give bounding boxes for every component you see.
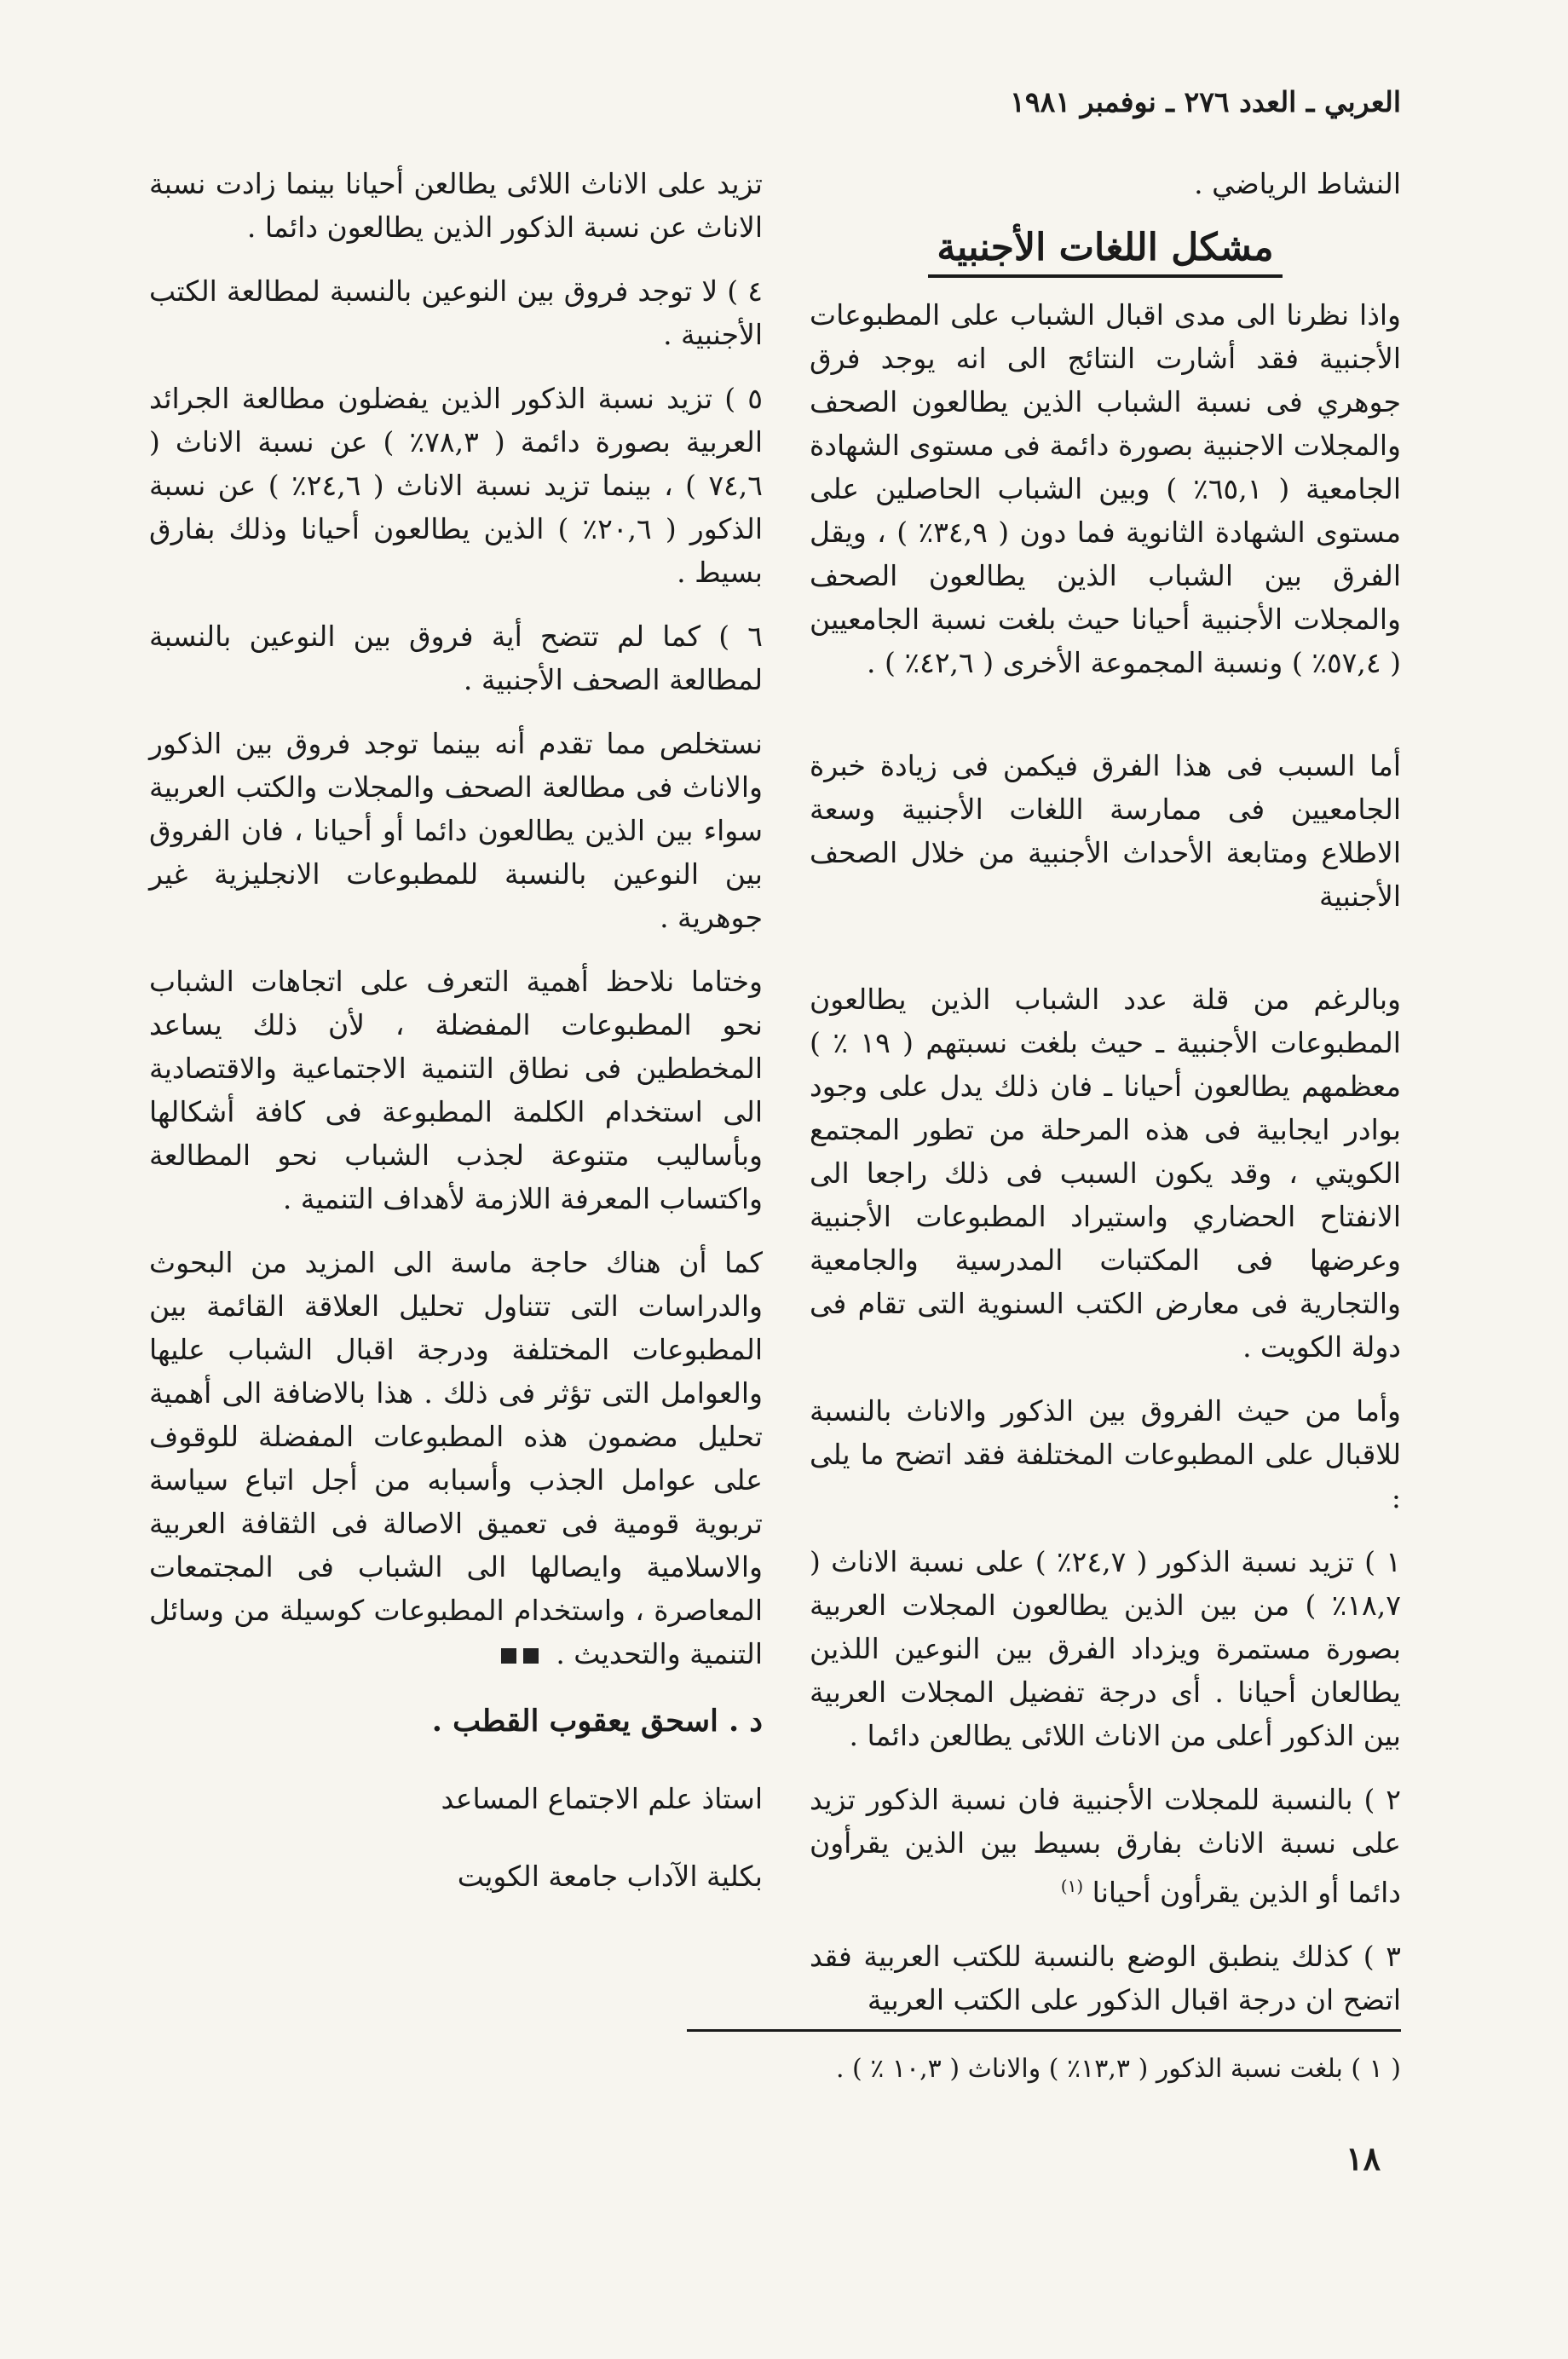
paragraph-text: كما أن هناك حاجة ماسة الى المزيد من البحوث والدراسات التى تتناول تحليل العلاقة القائمة بين المطبوعات المختلفة ودرجة اقبال الشباب عليها والعوامل التى تؤثر فى ذلك . هذا بالاضافة الى أهمية تحليل مضمون هذه المطبوعات المفضلة للوقوف على عوامل الجذب وأسبابه من أجل اتباع سياسة تربوية قومية فى تعميق الاصالة فى الثقافة العربية والاسلامية وايصالها الى الشباب فى المجتمعات المعاصرة ، واستخدام المطبوعات كوسيلة من وسائل التنمية والتحديث .	[149, 1246, 763, 1670]
paragraph-text: ٢ ) بالنسبة للمجلات الأجنبية فان نسبة الذكور تزيد على نسبة الاناث بفارق بسيط بين الذين يقرأون دائما أو الذين يقرأون أحيانا	[810, 1783, 1401, 1909]
paragraph: أما السبب فى هذا الفرق فيكمن فى زيادة خبرة الجامعيين فى ممارسة اللغات الأجنبية وسعة الاطلاع ومتابعة الأحداث الأجنبية من خلال الصحف الأجنبية	[810, 749, 1401, 913]
paragraph: ٤ ) لا توجد فروق بين النوعين بالنسبة لمطالعة الكتب الأجنبية .	[149, 274, 763, 351]
paragraph	[149, 1241, 763, 1676]
paragraph: وختاما نلاحظ أهمية التعرف على اتجاهات الشباب نحو المطبوعات المفضلة ، لأن ذلك يساعد المخططين فى نطاق التنمية الاجتماعية والاقتصادية الى استخدام الكلمة المطبوعة فى كافة أشكالها وبأساليب متنوعة لجذب الشباب نحو المطالعة واكتساب المعرفة اللازمة لأهداف التنمية .	[149, 965, 763, 1215]
left-column	[149, 162, 763, 1932]
page-number: ١٨	[1346, 2139, 1381, 2177]
intro-line: النشاط الرياضي .	[1194, 167, 1401, 200]
paragraph: واذا نظرنا الى مدى اقبال الشباب على المطبوعات الأجنبية فقد أشارت النتائج الى انه يوجد فرق جوهري فى نسبة الشباب الذين يطالعون الصحف والمجلات الاجنبية بصورة دائمة فى مستوى الشهادة الجامعية ( ٦٥,١٪ ) وبين الشباب الحاصلين على مستوى الشهادة الثانوية فما دون ( ٣٤,٩٪ ) ، ويقل الفرق بين الشباب الذين يطالعون الصحف والمجلات الأجنبية أحيانا حيث بلغت نسبة الجامعيين ( ٥٧,٤٪ ) ونسبة المجموعة الأخرى ( ٤٢,٦٪ ) .	[810, 298, 1402, 679]
paragraph: وبالرغم من قلة عدد الشباب الذين يطالعون المطبوعات الأجنبية ـ حيث بلغت نسبتهم ( ١٩ ٪ ) معظمهم يطالعون أحيانا ـ فان ذلك يدل على وجود بوادر ايجابية فى هذه المرحلة من تطور المجتمع الكويتي ، وقد يكون السبب فى ذلك راجعا الى الانفتاح الحضاري واستيراد المطبوعات الأجنبية وعرضها فى المكتبات المدرسية والجامعية والتجارية فى معارض الكتب السنوية التى تقام فى دولة الكويت .	[810, 983, 1401, 1364]
running-header: العربي ـ العدد ٢٧٦ ـ نوفمبر ١٩٨١	[1010, 85, 1401, 118]
footnote-reference[interactable]: (١)	[1060, 1876, 1084, 1896]
section-heading-text: مشكل اللغات الأجنبية	[928, 226, 1282, 278]
author-block	[149, 1699, 763, 1898]
paragraph: وأما من حيث الفروق بين الذكور والاناث بالنسبة للاقبال على المطبوعات المختلفة فقد اتضح ما يلى :	[810, 1394, 1401, 1514]
paragraph	[810, 1778, 1401, 1914]
footnote: ( ١ ) بلغت نسبة الذكور ( ١٣,٣٪ ) والاناث ( ١٠,٣ ٪ ) .	[835, 2054, 1401, 2084]
author-title: استاذ علم الاجتماع المساعد	[441, 1782, 763, 1815]
section-heading	[810, 226, 1401, 269]
paragraph: ٥ ) تزيد نسبة الذكور الذين يفضلون مطالعة الجرائد العربية بصورة دائمة ( ٧٨,٣٪ ) عن نسبة الاناث ( ٧٤,٦ ) ، بينما تزيد نسبة الاناث ( ٢٤,٦٪ ) عن نسبة الذكور ( ٢٠,٦٪ ) الذين يطالعون أحيانا وذلك بفارق بسيط .	[149, 382, 763, 589]
end-of-article-icon	[501, 1648, 539, 1664]
paragraph: ١ ) تزيد نسبة الذكور ( ٢٤,٧٪ ) على نسبة الاناث ( ١٨,٧٪ ) من بين الذين يطالعون المجلات العربية بصورة مستمرة ويزداد الفرق بين النوعين اللذين يطالعان أحيانا . أى درجة تفضيل المجلات العربية بين الذكور أعلى من الاناث اللائى يطالعن دائما .	[810, 1545, 1401, 1752]
footnote-divider	[687, 2029, 1401, 2032]
paragraph: نستخلص مما تقدم أنه بينما توجد فروق بين الذكور والاناث فى مطالعة الصحف والمجلات والكتب العربية سواء بين الذين يطالعون دائما أو أحيانا ، فان الفروق بين النوعين بالنسبة للمطبوعات الانجليزية غير جوهرية .	[149, 727, 763, 934]
right-column	[810, 162, 1401, 2042]
author-name: د . اسحق يعقوب القطب .	[431, 1704, 763, 1739]
author-affiliation: بكلية الآداب جامعة الكويت	[457, 1860, 763, 1893]
paragraph: تزيد على الاناث اللائى يطالعن أحيانا بينما زادت نسبة الاناث عن نسبة الذكور الذين يطالعون دائما .	[149, 167, 763, 244]
paragraph: ٣ ) كذلك ينطبق الوضع بالنسبة للكتب العربية فقد اتضح ان درجة اقبال الذكور على الكتب العربية	[810, 1940, 1401, 2016]
paragraph: ٦ ) كما لم تتضح أية فروق بين النوعين بالنسبة لمطالعة الصحف الأجنبية .	[149, 620, 764, 696]
